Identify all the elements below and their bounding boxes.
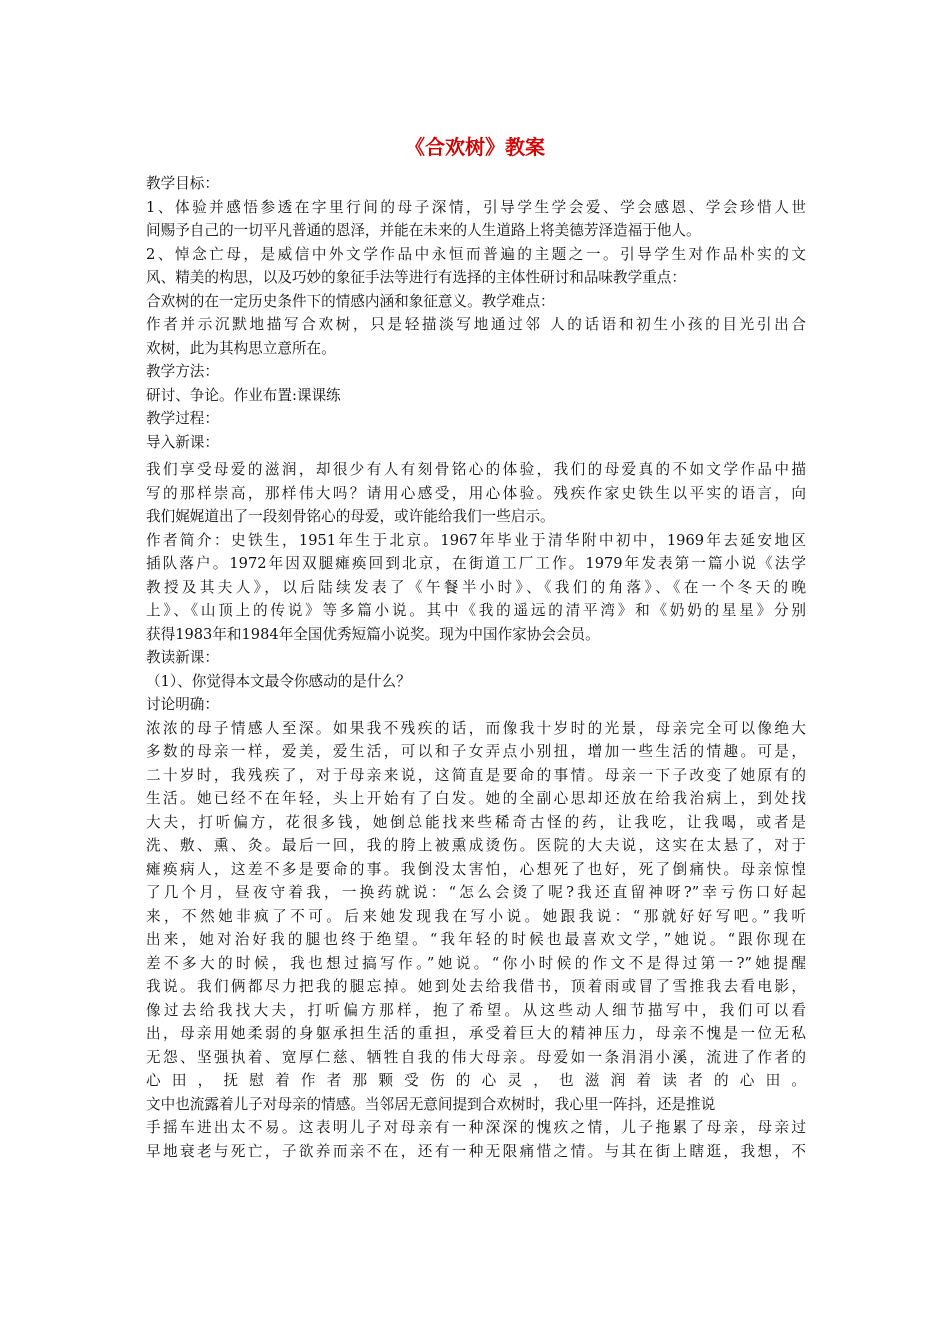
text-line: 大夫，打听偏方，花很多钱，她倒总能找来些稀奇古怪的药，让我吃，让我喝，或者是 bbox=[146, 813, 806, 831]
text-line: 上》、《山顶上的传说》等多篇小说。其中《我的遥远的清平湾》和《奶奶的星星》分别 bbox=[146, 602, 806, 619]
text-line: 出，母亲用她柔弱的身躯承担生活的重担，承受着巨大的精神压力，母亲不愧是一位无私 bbox=[146, 1025, 806, 1042]
text-line: 像过去给我找大夫，打听偏方那样，抱了希望。从这些动人细节描写中，我们可以看 bbox=[146, 1001, 806, 1019]
text-line: 二十岁时，我残疾了，对于母亲来说，这简直是要命的事情。母亲一下子改变了她原有的 bbox=[146, 766, 806, 784]
text-line: 手摇车进出太不易。这表明儿子对母亲有一种深深的愧疚之情，儿子拖累了母亲，母亲过 bbox=[146, 1119, 806, 1136]
text-line bbox=[146, 1163, 806, 1187]
text-line: 合欢树的在一定历史条件下的情感内涵和象征意义。教学难点： bbox=[146, 292, 555, 310]
text-line: 作者简介：史铁生，1951年生于北京。1967年毕业于清华附中初中，1969年去延安地区 bbox=[146, 531, 806, 549]
text-line: 导入新课： bbox=[146, 433, 219, 451]
text-line: 差不多大的时候，我也想过搞写作。”她说。“你小时候的作文不是得过第一?”她提醒 bbox=[146, 954, 806, 972]
text-line: 插队落户。1972年因双腿瘫痪回到北京，在街道工厂工作。1979年发表第一篇小说《法学 bbox=[146, 555, 806, 572]
text-line: 欢树，此为其构思立意所在。 bbox=[146, 339, 336, 357]
text-line: 文中也流露着儿子对母亲的情感。当邻居无意间提到合欢树时，我心里一阵抖，还是推说 bbox=[146, 1095, 716, 1113]
text-line: 生活。她已经不在年轻，头上开始有了白发。她的全副心思却还放在给我治病上，到处找 bbox=[146, 790, 806, 807]
text-line: 教授及其夫人》，以后陆续发表了《午餐半小时》、《我们的角落》、《在一个冬天的晚 bbox=[146, 578, 806, 596]
text-line: 教学过程： bbox=[146, 410, 219, 427]
text-line: 教学目标： bbox=[146, 175, 219, 192]
text-line: 研讨、争论。作业布置:课课练 bbox=[146, 386, 341, 404]
text-line: 1、体验并感悟参透在字里行间的母子深情，引导学生学会爱、学会感恩、学会珍惜人世 bbox=[146, 198, 806, 216]
text-line: （1）、你觉得本文最令你感动的是什么？ bbox=[146, 672, 411, 690]
text-line: 瘫痪病人，这差不多是要命的事。我倒没太害怕，心想死了也好，死了倒痛快。母亲惊惶 bbox=[146, 860, 806, 878]
text-line: 间赐予自己的一切平凡普通的恩泽，并能在未来的人生道路上将美德芳泽造福于他人。 bbox=[146, 222, 701, 239]
text-line: 2、悼念亡母，是威信中外文学作品中永恒而普遍的主题之一。引导学生对作品朴实的文 bbox=[146, 245, 806, 263]
text-line: 了几个月，昼夜守着我，一换药就说：“怎么会烫了呢?我还直留神呀?”幸亏伤口好起 bbox=[146, 884, 806, 901]
document-title: 《合欢树》教案 bbox=[405, 135, 545, 159]
text-line: 教读新课： bbox=[146, 649, 219, 666]
text-line: 我们享受母爱的滋润，却很少有人有刻骨铭心的体验，我们的母爱真的不如文学作品中描 bbox=[146, 461, 806, 478]
text-line: 洗、敷、熏、灸。最后一回，我的胯上被熏成烫伤。医院的大夫说，这实在太悬了，对于 bbox=[146, 837, 806, 854]
text-line: 我说。我们俩都尽力把我的腿忘掉。她到处去给我借书，顶着雨或冒了雪推我去看电影， bbox=[146, 978, 806, 995]
text-line: 教学方法： bbox=[146, 363, 219, 380]
text-line: 多数的母亲一样，爱美，爱生活，可以和子女弄点小别扭，增加一些生活的情趣。可是， bbox=[146, 743, 806, 760]
text-line: 讨论明确： bbox=[146, 696, 219, 713]
text-line: 浓浓的母子情感人至深。如果我不残疾的话，而像我十岁时的光景，母亲完全可以像绝大 bbox=[146, 719, 806, 737]
text-line: 无怨、坚强执着、宽厚仁慈、牺牲自我的伟大母亲。母爱如一条涓涓小溪，流进了作者的 bbox=[146, 1048, 806, 1066]
document-body bbox=[146, 172, 806, 1187]
text-line: 风、精美的构思，以及巧妙的象征手法等进行有选择的主体性研讨和品味教学重点： bbox=[146, 269, 686, 286]
text-line: 写的那样崇高，那样伟大吗？请用心感受，用心体验。残疾作家史铁生以平实的语言，向 bbox=[146, 484, 806, 502]
text-line: 作者并示沉默地描写合欢树，只是轻描淡写地通过邻 人的话语和初生小孩的目光引出合 bbox=[146, 316, 806, 333]
text-line: 获得1983年和1984年全国优秀短篇小说奖。现为中国作家协会会员。 bbox=[146, 625, 600, 643]
text-line: 来，不然她非疯了不可。后来她发现我在写小说。她跟我说：“那就好好写吧。”我听 bbox=[146, 907, 806, 925]
text-line: 心田，抚慰着作者那颗受伤的心灵，也滋润着读者的心田。 bbox=[146, 1072, 806, 1089]
text-line: 出来，她对治好我的腿也终于绝望。“我年轻的时候也最喜欢文学，”她说。“跟你现在 bbox=[146, 931, 806, 948]
text-line: 早地衰老与死亡，子欲养而亲不在，还有一种无限痛惜之情。与其在街上瞎逛，我想，不 bbox=[146, 1142, 806, 1160]
text-line: 我们娓娓道出了一段刻骨铭心的母爱，或许能给我们一些启示。 bbox=[146, 508, 555, 525]
